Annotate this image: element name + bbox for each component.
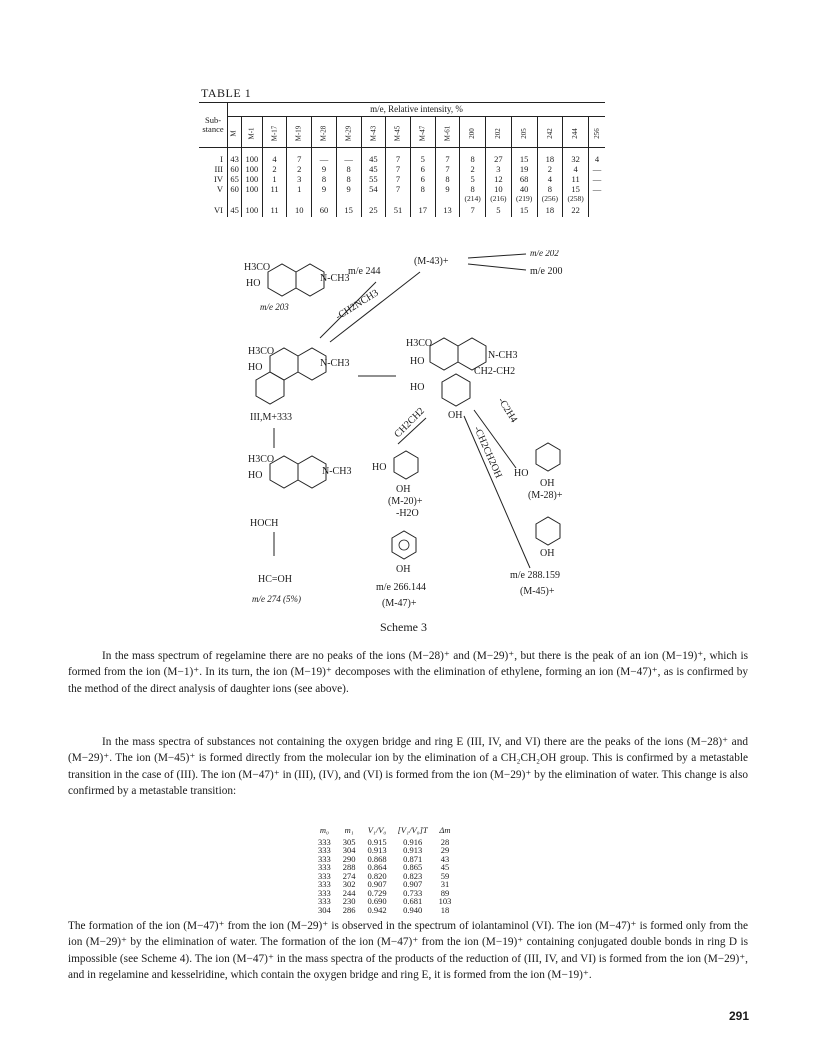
loss-ch2ch2oh: -CH2CH2OH (471, 424, 504, 480)
column-header-label: 242 (545, 127, 554, 139)
substance-header: Sub- stance (199, 103, 228, 148)
substance-name (199, 194, 228, 203)
fragmentation-scheme (230, 250, 590, 620)
mol-ho: HO (248, 362, 263, 373)
column-header-label: 256 (592, 127, 601, 139)
loss-ch2ch2: CH2CH2 (392, 405, 427, 441)
metastable-cell: 0.942 (367, 904, 387, 915)
metastable-cell: 0.690 (367, 896, 387, 906)
open-ho2: HO (410, 382, 425, 393)
substance-name: IV (214, 173, 223, 184)
column-header-label: 244 (571, 127, 580, 139)
table-cell: 19 (511, 164, 537, 174)
table-row (199, 184, 605, 194)
column-header-label: M-29 (344, 125, 353, 141)
table-cell: 60 (228, 184, 242, 194)
m274-label: m/e 274 (5%) (252, 594, 301, 604)
column-header (386, 117, 411, 148)
table-cell: 68 (511, 174, 537, 184)
m28-oh: OH (540, 478, 555, 489)
table-cell: 6 (410, 164, 435, 174)
open-h3co: H3CO (406, 338, 433, 349)
m203-nch3: N-CH3 (320, 273, 350, 284)
metastable-row (312, 906, 457, 915)
metastable-cell: 89 (440, 887, 450, 898)
table-cell (588, 203, 605, 217)
table-cell (228, 194, 242, 203)
p-nch3: N-CH3 (322, 466, 352, 477)
table-cell: 54 (361, 184, 386, 194)
column-header (486, 117, 512, 148)
table-cell: 7 (386, 184, 411, 194)
m20-ho: HO (372, 462, 387, 473)
table-cell: — (312, 154, 337, 164)
table-cell: 9 (312, 184, 337, 194)
column-header-label: M-19 (294, 125, 303, 141)
column-header-label: 202 (493, 127, 502, 139)
table-cell: 7 (460, 203, 486, 217)
table-cell (588, 194, 605, 203)
m43-label: (M-43)+ (414, 256, 449, 267)
column-header-label: M-28 (319, 125, 328, 141)
metastable-cell: 0.823 (403, 870, 423, 881)
column-header (511, 117, 537, 148)
table-cell: 27 (486, 154, 512, 164)
m47-label: (M-47)+ (382, 598, 417, 609)
table-cell: 7 (386, 154, 411, 164)
table-cell: 18 (537, 203, 563, 217)
column-header (287, 117, 312, 148)
p-h3co: H3CO (248, 454, 275, 465)
table-cell (386, 194, 411, 203)
table-cell: (214) (460, 194, 486, 203)
table-cell: 4 (262, 154, 287, 164)
arrow-to-m200 (468, 264, 526, 270)
table-cell (336, 194, 361, 203)
column-header-label: M-61 (442, 125, 451, 141)
loss-ch2nch3: -CH2NCH3 (333, 287, 381, 323)
table-cell: 5 (486, 203, 512, 217)
metastable-cell: 230 (342, 896, 356, 906)
table-cell: 8 (336, 174, 361, 184)
table-cell: 8 (336, 164, 361, 174)
table-cell: 9 (435, 184, 460, 194)
metastable-cell: 0.907 (403, 879, 423, 889)
substance-name: I (220, 153, 223, 164)
table-cell: 8 (312, 174, 337, 184)
table-cell: 8 (410, 184, 435, 194)
table-cell: 7 (435, 164, 460, 174)
metastable-cell: 333 (318, 853, 331, 864)
m45-label: (M-45)+ (520, 586, 555, 597)
loss-h2o: -H2O (396, 508, 419, 519)
table-cell: 2 (460, 164, 486, 174)
table-cell: — (588, 164, 605, 174)
metastable-cell: 31 (440, 879, 450, 889)
arrow-to-m45 (464, 416, 530, 568)
metastable-cell: 0.916 (403, 836, 423, 847)
paragraph-2: In the mass spectra of substances not containing the oxygen bridge and ring E (III, IV, and VI) there are the peaks of the ions (M−28)⁺ and (M−29)⁺. The ion (M−45)⁺ is formed directly from the molecular ion by the elimination of a CH₂CH₂OH group. This is confirmed by a metastable transition in the case of (III). The ion (M−47)⁺ in (III), (IV), and (VI) is formed from the ion (M−29)⁺ by the elimination of water. This change is also confirmed by a metastable transition: (68, 736, 748, 797)
structure-m20 (372, 451, 423, 519)
table-cell: 8 (460, 154, 486, 164)
column-header (435, 117, 460, 148)
table-cell: 3 (486, 164, 512, 174)
paragraph-1: In the mass spectrum of regelamine there are no peaks of the ions (M−28)⁺ and (M−29)⁺, but there is the peak of an ion (M−19)⁺, which is formed from the ion (M−1)⁺. In its turn, the ion (M−19)⁺ decomposes with the elimination of ethylene, forming an ion (M−47)⁺, as is confirmed by the method of the direct analysis of daughter ions (see above). (68, 650, 748, 695)
metastable-cell: 29 (440, 845, 450, 855)
table-cell: 7 (386, 164, 411, 174)
table-cell (312, 194, 337, 203)
metastable-cell: 103 (438, 896, 452, 906)
metastable-cell: 18 (440, 904, 450, 915)
table-cell: 60 (228, 164, 242, 174)
metastable-cell: 0.820 (367, 870, 387, 881)
mol-nch3: N-CH3 (320, 358, 350, 369)
metastable-cell: 288 (342, 862, 356, 872)
metastable-cell: 333 (318, 862, 331, 872)
column-header-label: M-1 (247, 126, 256, 140)
metastable-cell: 302 (342, 879, 356, 889)
column-header-label: 205 (519, 127, 528, 139)
structure-m45 (510, 517, 560, 597)
column-header (563, 117, 589, 148)
table-cell: (216) (486, 194, 512, 203)
table-cell: 45 (361, 164, 386, 174)
table-cell: 55 (361, 174, 386, 184)
table-cell: 6 (410, 174, 435, 184)
open-oh: OH (448, 410, 463, 421)
table-cell: 10 (287, 203, 312, 217)
table-cell: 8 (460, 184, 486, 194)
table-row (199, 154, 605, 164)
table-cell: (258) (563, 194, 589, 203)
p-hoch: HOCH (250, 518, 279, 529)
column-header (460, 117, 486, 148)
table-cell: 45 (228, 203, 242, 217)
metastable-cell: 244 (342, 887, 356, 898)
metastable-cell: 0.913 (367, 845, 387, 855)
metastable-cell: 274 (342, 870, 356, 881)
structure-m274-precursor (248, 454, 351, 529)
metastable-cell: 0.864 (367, 862, 387, 872)
metastable-cell: 0.907 (367, 879, 387, 889)
column-header-label: M-17 (270, 125, 279, 141)
metastable-cell: 0.871 (403, 853, 423, 864)
table-cell: — (588, 184, 605, 194)
table-cell (287, 194, 312, 203)
table-cell: — (588, 174, 605, 184)
column-header (262, 117, 287, 148)
metastable-cell: 0.940 (403, 904, 423, 915)
column-header (228, 117, 242, 148)
metastable-cell: 333 (318, 879, 331, 889)
table-cell: 100 (242, 164, 263, 174)
table-cell: 65 (228, 174, 242, 184)
table-cell: 2 (537, 164, 563, 174)
column-header-label: M (230, 129, 239, 137)
table-cell: 10 (486, 184, 512, 194)
m202-label: m/e 202 (530, 250, 559, 258)
table-cell: 11 (262, 184, 287, 194)
table-cell: 5 (410, 154, 435, 164)
metastable-cell: 0.915 (367, 836, 387, 847)
table-cell: 18 (537, 154, 563, 164)
column-header (410, 117, 435, 148)
column-header-label: 200 (468, 127, 477, 139)
table-cell: 12 (486, 174, 512, 184)
table-title: TABLE 1 (201, 86, 252, 100)
metastable-cell: 286 (342, 904, 356, 915)
table-cell: 9 (336, 184, 361, 194)
m244-label: m/e 244 (348, 266, 381, 277)
table-cell: 4 (537, 174, 563, 184)
table-cell (361, 194, 386, 203)
metastable-cell: 43 (440, 853, 450, 864)
table-cell: (219) (511, 194, 537, 203)
intensity-group-header: m/e, Relative intensity, % (228, 103, 606, 117)
metastable-cell: 333 (318, 887, 331, 898)
table-cell: 8 (537, 184, 563, 194)
open-ho: HO (410, 356, 425, 367)
table-cell (242, 194, 263, 203)
metastable-cell: 0.868 (367, 853, 387, 864)
table-cell: 2 (287, 164, 312, 174)
table-cell: 7 (287, 154, 312, 164)
table-cell: 4 (563, 164, 589, 174)
table-cell: 11 (563, 174, 589, 184)
metastable-header: m₀ (319, 825, 329, 835)
m288-label: m/e 288.159 (510, 570, 560, 581)
table-cell: 100 (242, 203, 263, 217)
metastable-header: Δm (439, 825, 451, 835)
table-cell: 100 (242, 184, 263, 194)
substance-name: III (214, 163, 223, 174)
metastable-cell: 304 (318, 904, 331, 915)
metastable-cell: 333 (318, 870, 331, 881)
table-cell: 15 (563, 184, 589, 194)
table-cell: (256) (537, 194, 563, 203)
table-row (199, 194, 605, 203)
metastable-header: V₁/V₀ (367, 825, 387, 835)
metastable-cell: 304 (342, 845, 356, 855)
table-cell: 8 (435, 174, 460, 184)
metastable-cell: 59 (440, 870, 450, 881)
m20-oh: OH (396, 484, 411, 495)
table-cell: 15 (511, 154, 537, 164)
relative-intensity-table (199, 102, 605, 217)
table-cell: 45 (361, 154, 386, 164)
table-cell: 100 (242, 154, 263, 164)
metastable-cell: 45 (440, 862, 450, 872)
paragraph-3: The formation of the ion (M−47)⁺ from the ion (M−29)⁺ is observed in the spectrum of iolantaminol (VI). The ion (M−47)⁺ is formed only from the ion (M−29)⁺ by the elimination of water. The formation of the ion (M−47)⁺ from the ion (M−19)⁺ containing conjugated double bonds in ring D is impossible (see Scheme 4). The ion (M−47)⁺ in the mass spectra of the products of the reduction of (III, IV, and VI) is formed from the ion (M−29)⁺, and in regelamine and kesselridine, which contain the oxygen bridge and ring E, it is formed from the ion (M−19)⁺. (68, 920, 748, 981)
table-cell: 40 (511, 184, 537, 194)
column-header (336, 117, 361, 148)
table-cell: 22 (563, 203, 589, 217)
structure-molecular-ion (248, 346, 349, 423)
open-nch3: N-CH3 (488, 350, 518, 361)
table-cell: 17 (410, 203, 435, 217)
m28-ho: HO (514, 468, 529, 479)
metastable-cell: 333 (318, 845, 331, 855)
column-header-label: M-43 (368, 125, 377, 141)
arrow-to-m202 (468, 254, 526, 258)
metastable-cell: 333 (318, 836, 331, 847)
table-cell: 11 (262, 203, 287, 217)
m203-label: m/e 203 (260, 302, 289, 312)
table-cell: 32 (563, 154, 589, 164)
metastable-cell: 0.913 (403, 845, 423, 855)
table-row (199, 203, 605, 217)
column-header (588, 117, 605, 148)
table-cell: 5 (460, 174, 486, 184)
table-cell: 4 (588, 154, 605, 164)
metastable-cell: 0.729 (367, 887, 387, 898)
column-header-label: M-45 (393, 125, 402, 141)
table-cell: 7 (386, 174, 411, 184)
table-cell: 2 (262, 164, 287, 174)
hc-oh: HC=OH (258, 574, 292, 585)
metastable-cell: 28 (440, 836, 450, 847)
m203-h3co: H3CO (244, 262, 271, 273)
table-row (199, 164, 605, 174)
structure-m28 (514, 443, 563, 501)
table-cell (410, 194, 435, 203)
metastable-cell: 305 (342, 836, 356, 847)
metastable-transitions-table (312, 826, 457, 914)
table-cell: 1 (287, 184, 312, 194)
table-row (199, 174, 605, 184)
substance-name: VI (214, 204, 223, 215)
metastable-cell: 0.681 (403, 896, 423, 906)
metastable-cell: 333 (318, 896, 331, 906)
metastable-header: m₁ (344, 825, 354, 835)
m28-label: (M-28)+ (528, 490, 563, 501)
table-cell (262, 194, 287, 203)
metastable-cell: 0.865 (403, 862, 423, 872)
structure-m203 (244, 262, 349, 312)
open-ch2ch2: CH2-CH2 (474, 366, 516, 377)
column-header (537, 117, 563, 148)
column-header-label: M-47 (418, 125, 427, 141)
mol-h3co: H3CO (248, 346, 275, 357)
molecular-ion-label: III,M+333 (250, 412, 293, 423)
column-header (312, 117, 337, 148)
table-cell: 7 (435, 154, 460, 164)
table-cell (435, 194, 460, 203)
table-cell: 1 (262, 174, 287, 184)
p-ho: HO (248, 470, 263, 481)
m45-oh: OH (540, 548, 555, 559)
metastable-cell: 0.733 (403, 887, 423, 898)
page-number: 291 (729, 1009, 750, 1023)
table-cell: 15 (336, 203, 361, 217)
table-cell: 100 (242, 174, 263, 184)
structure-phenol (376, 531, 426, 609)
table-cell: 43 (228, 154, 242, 164)
m20-label: (M-20)+ (388, 496, 423, 507)
table-cell: 13 (435, 203, 460, 217)
table-cell: 9 (312, 164, 337, 174)
metastable-cell: 290 (342, 853, 356, 864)
table-cell: 51 (386, 203, 411, 217)
scheme-caption: Scheme 3 (380, 620, 427, 634)
table-cell: 3 (287, 174, 312, 184)
m266-label: m/e 266.144 (376, 582, 426, 593)
table-cell: 60 (312, 203, 337, 217)
column-header (361, 117, 386, 148)
substance-name: V (216, 183, 223, 194)
m200-label: m/e 200 (530, 266, 563, 277)
column-header (242, 117, 263, 148)
phenol-oh: OH (396, 564, 411, 575)
table-cell: 25 (361, 203, 386, 217)
metastable-header: [V₁/V₀]T (397, 825, 428, 835)
table-cell: 15 (511, 203, 537, 217)
loss-c2h4: -C2H4 (495, 395, 520, 425)
table-cell: — (336, 154, 361, 164)
m203-ho: HO (246, 278, 261, 289)
